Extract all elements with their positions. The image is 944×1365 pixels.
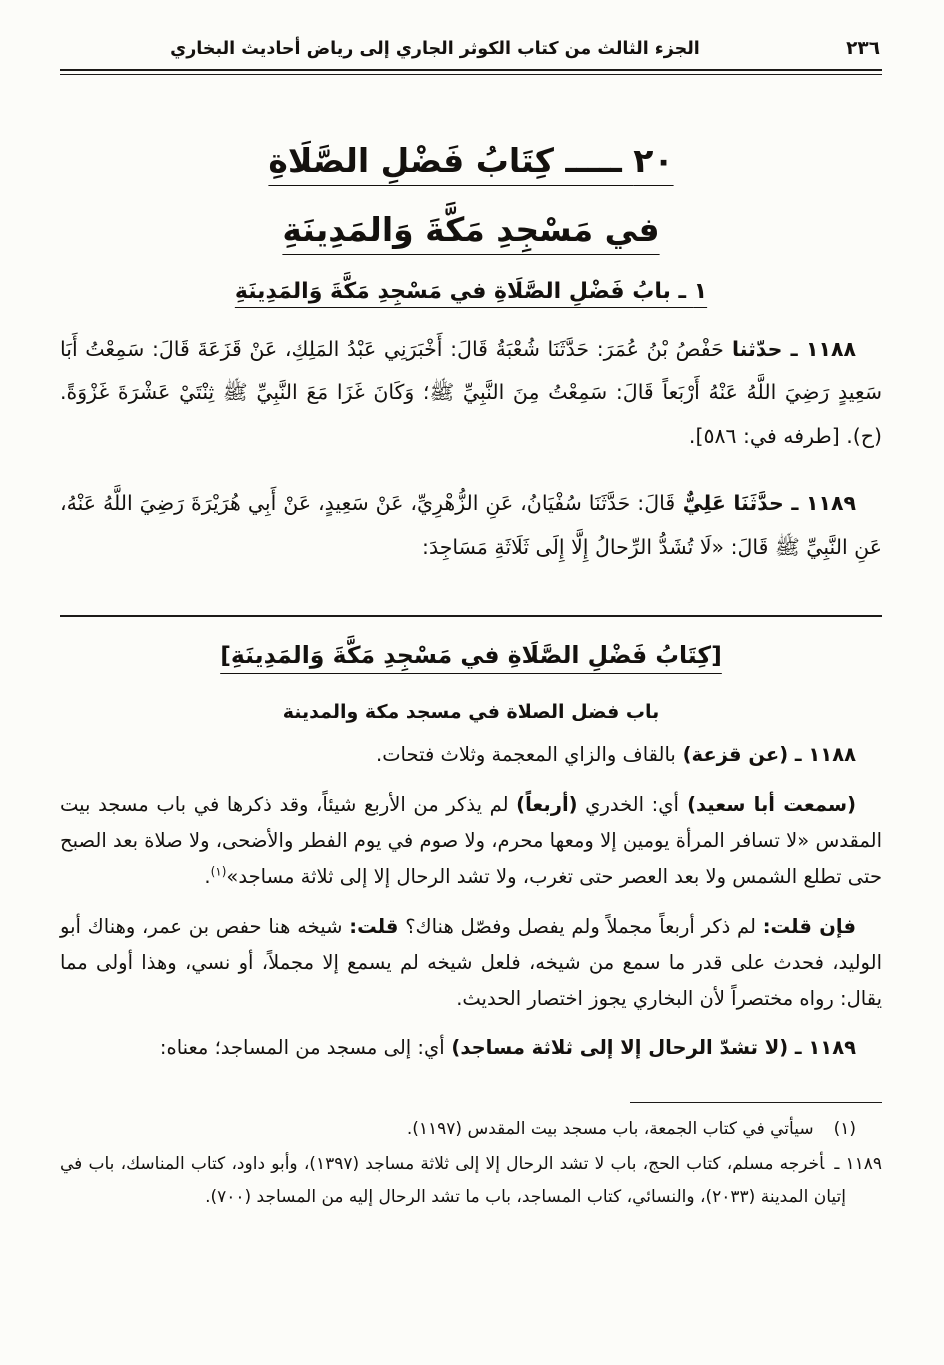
footnote-1-text: سيأتي في كتاب الجمعة، باب مسجد بيت المقدس (١١٩٧). [406,1119,814,1140]
kitab-title-line-1: ٢٠ ـــــ كِتَابُ فَضْلِ الصَّلَاةِ [268,141,674,180]
commentary-paragraph-abu-said: (سمعت أبا سعيد) أي: الخدري (أربعاً) لم يذكر من الأربع شيئاً، وقد ذكرها في باب مسجد بيت المقدس «لا تسافر المرأة يومين إلا ومعها محرم، ولا صوم في يوم الفطر والأضحى، ولا صلاة بعد الصبح حتى تطلع الشمس ولا بعد العصر حتى تغرب، ولا تشد الرحال إلا إلى ثلاثة مساجد»$^{(١)}$. [60,793,882,888]
header-rule [60,69,882,75]
kitab-title-line-2: في مَسْجِدِ مَكَّةَ وَالمَدِينَةِ [282,210,660,249]
bab-heading: ١ ـ بابُ فَضْلِ الصَّلَاةِ في مَسْجِدِ مَكَّةَ وَالمَدِينَةِ [234,279,708,304]
footnote-1 [60,1113,882,1146]
hadith-1189: ١١٨٩ ـ حدَّثَنَا عَلِيٌّ قَالَ: حَدَّثَنَا سُفْيَانُ، عَنِ الزُّهْرِيِّ، عَنْ سَعِيدٍ، عَنْ أَبِي هُرَيْرَةَ رَضِيَ اللَّهُ عَنْهُ، عَنِ النَّبِيِّ ﷺ قَالَ: «لَا تُشَدُّ الرِّحالُ إِلَّا إِلَى ثَلَاثَةِ مَسَاجِدَ: [60,491,882,559]
commentary-paragraph-question: فإن قلت: لم ذكر أربعاً مجملاً ولم يفصل وفصّل هناك؟ قلت: شيخه هنا حفص بن عمر، وهناك أبو الوليد، فحدث على قدر ما سمع من شيخه، فلعل شيخه لم يسمع إلا مجملاً، أو نسي، وهذا أولى مما يقال: رواه مختصراً لأن البخاري يجوز اختصار الحديث. [60,914,882,1010]
footnote-2 [60,1148,882,1213]
footnote-rule [630,1102,882,1103]
footnote-2-marker: ١١٨٩ ـ [834,1153,883,1174]
footnote-1-marker: (١) [833,1119,856,1140]
hadith-1188: ١١٨٨ ـ حدّثنا حَفْصُ بْنُ عُمَرَ: حَدَّثَنَا شُعْبَةُ قَالَ: أَخْبَرَنِي عَبْدُ المَلِكِ، عَنْ قَزَعَةَ قَالَ: سَمِعْتُ أَبَا سَعِيدٍ رَضِيَ اللَّهُ عَنْهُ أَرْبَعاً قَالَ: سَمِعْتُ مِنَ النَّبِيِّ ﷺ؛ وَكَانَ غَزَا مَعَ النَّبِيِّ ﷺ ثِنْتَيْ عَشْرَةَ غَزْوَةً. (ح). [طرفه في: ٥٨٦]. [60,337,882,448]
footnote-2-text: أخرجه مسلم، كتاب الحج، باب لا تشد الرحال إلا إلى ثلاثة مساجد (١٣٩٧)، وأبو داود، كتاب المناسك، باب في إتيان المدينة (٢٠٣٣)، والنسائي، كتاب المساجد، باب ما تشد الرحال إليه من المساجد (٧٠٠). [60,1153,846,1207]
page-header [60,38,882,69]
running-title: الجزء الثالث من كتاب الكوثر الجاري إلى رياض أحاديث البخاري [170,39,700,59]
commentary-paragraph-1189: ١١٨٩ ـ (لا تشدّ الرحال إلا إلى ثلاثة مساجد) أي: إلى مسجد من المساجد؛ معناه: [159,1036,856,1060]
footnotes-section [60,1102,882,1213]
sharh-kitab-title: [كِتَابُ فَضْلِ الصَّلَاةِ في مَسْجِدِ مَكَّةَ وَالمَدِينَةِ] [220,641,722,670]
kitab-title [60,141,882,249]
page-number: ٢٣٦ [846,38,880,59]
sharh-bab-heading: باب فضل الصلاة في مسجد مكة والمدينة [282,701,660,724]
section-divider [60,615,882,617]
commentary-paragraph-1188: ١١٨٨ ـ (عن قزعة) بالقاف والزاي المعجمة وثلاث فتحات. [376,743,856,767]
